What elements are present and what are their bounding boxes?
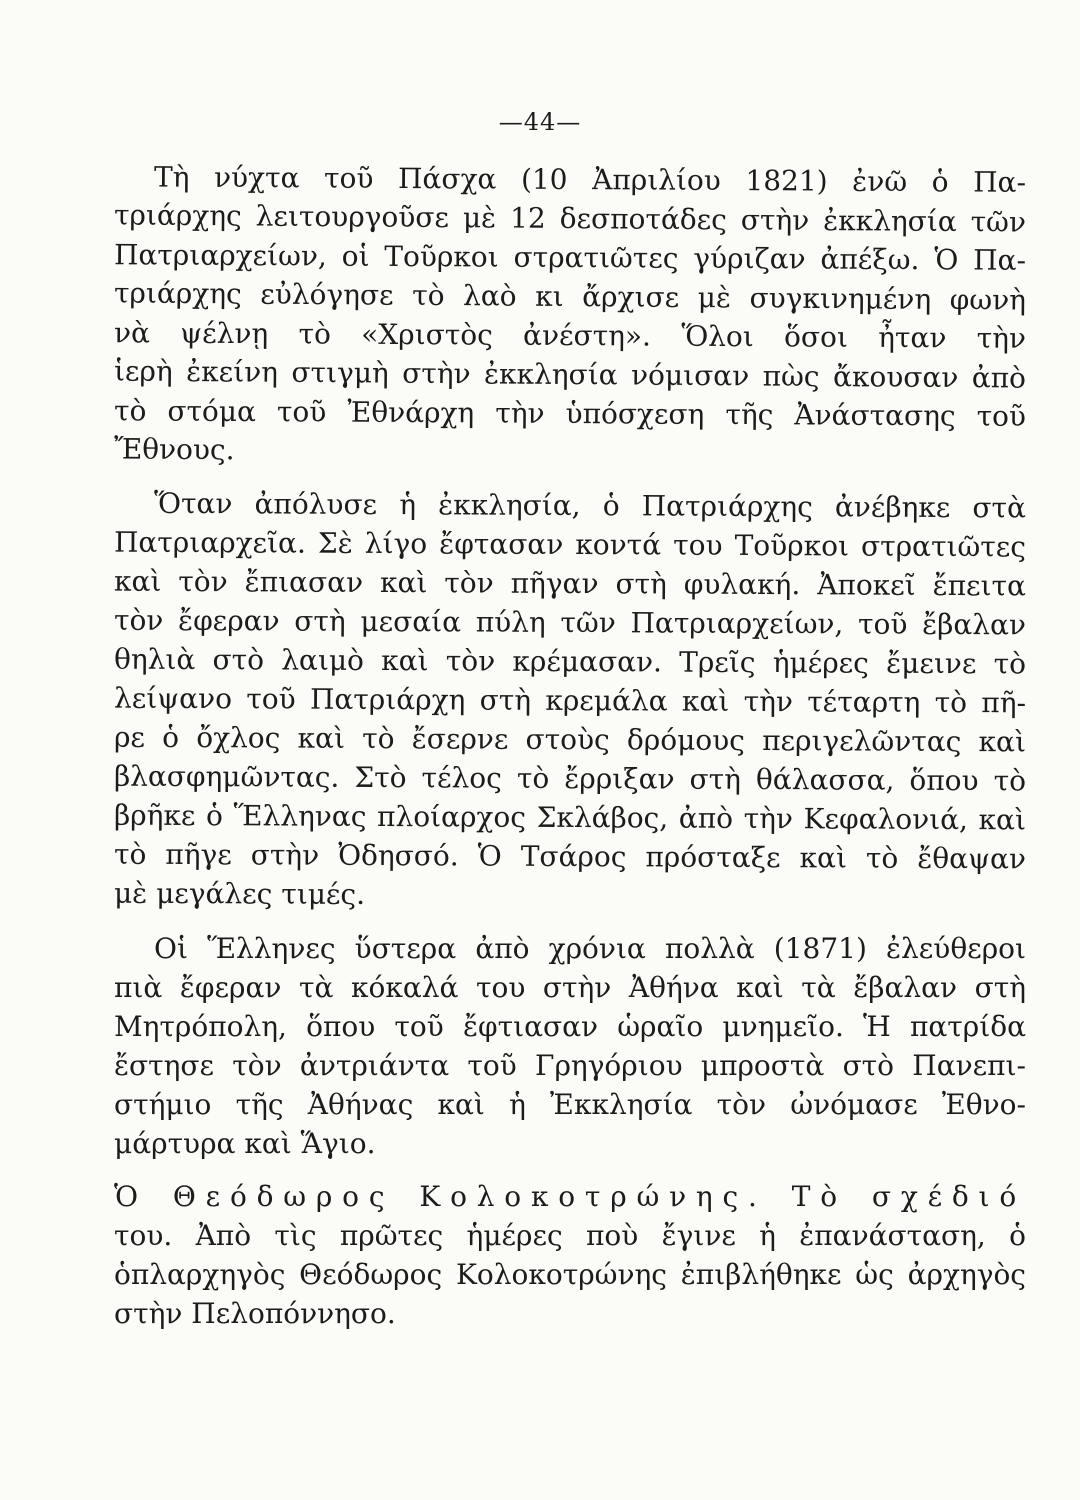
text-line: στήμιο τῆς Ἀθήνας καὶ ἡ Ἐκκλησία τὸν ὠνόμασε Ἐθνο- — [114, 1088, 1026, 1121]
text-line: τριάρχης λειτουργοῦσε μὲ 12 δεσποτάδες στὴν ἐκκλησία τῶν — [113, 198, 1027, 239]
text-line: καὶ τὸν ἔπιασαν καὶ τὸν πῆγαν στὴ φυλακή. Ἀποκεῖ ἔπειτα — [113, 564, 1027, 603]
text-line: Πατριαρχεῖα. Σὲ λίγο ἔφτασαν κοντά του Τοῦρκοι στρατιῶτες — [113, 525, 1027, 564]
text-line: θηλιὰ στὸ λαιμὸ καὶ τὸν κρέμασαν. Τρεῖς ἡμέρες ἔμεινε τὸ — [113, 642, 1027, 681]
text-line: νὰ ψέλνῃ τὸ «Χριστὸς ἀνέστη». Ὅλοι ὅσοι ἦταν τὴν — [113, 316, 1027, 355]
text-line: ἱερὴ ἐκείνη στιγμὴ στὴν ἐκκλησία νόμισαν πὼς ἄκουσαν ἀπὸ — [113, 354, 1027, 395]
text-line: Τὴ νύχτα τοῦ Πάσχα (10 Ἀπριλίου 1821) ἐνῶ ὁ Πα- — [153, 160, 1027, 199]
text-line: ἔστησε τὸν ἀντριάντα τοῦ Γρηγόριου μπροστὰ στὸ Πανεπι- — [114, 1049, 1026, 1082]
text-line: ρε ὁ ὄχλος καὶ τὸ ἔσερνε στοὺς δρόμους περιγελῶντας καὶ — [113, 720, 1027, 759]
text-line: Ἔθνους. — [113, 432, 235, 467]
text-line: λείψανο τοῦ Πατριάρχη στὴ κρεμάλα καὶ τὴν τέταρτη τὸ πῆ- — [113, 681, 1027, 720]
section-heading-line: Ὁ Θεόδωρος Κολοκοτρώνης. Τὸ σχέδιό — [114, 1180, 1026, 1213]
text-line: βλασφημῶντας. Στὸ τέλος τὸ ἔρριξαν στὴ θάλασσα, ὅπου τὸ — [113, 759, 1027, 798]
text-line: μὲ μεγάλες τιμές. — [113, 876, 366, 911]
text-line: τὸν ἔφεραν στὴ μεσαία πύλη τῶν Πατριαρχείων, τοῦ ἔβαλαν — [113, 603, 1027, 642]
text-line: στὴν Πελοπόννησο. — [114, 1297, 396, 1330]
paragraph-patriarch-easter — [114, 160, 1026, 472]
text-line: βρῆκε ὁ Ἕλληνας πλοίαρχος Σκλάβος, ἀπὸ τὴν Κεφαλονιά, καὶ — [113, 798, 1027, 837]
text-line: Ὅταν ἀπόλυσε ἡ ἐκκλησία, ὁ Πατριάρχης ἀνέβηκε στὰ — [153, 486, 1027, 525]
text-line: ὁπλαρχηγὸς Θεόδωρος Κολοκοτρώνης ἐπιβλήθηκε ὡς ἀρχηγὸς — [114, 1258, 1026, 1291]
text-line: μάρτυρα καὶ Ἅγιο. — [114, 1127, 376, 1160]
page-number: —44— — [498, 108, 582, 136]
text-line: του. Ἀπὸ τὶς πρῶτες ἡμέρες ποὺ ἔγινε ἡ ἐπανάσταση, ὁ — [114, 1219, 1026, 1252]
body-text — [114, 160, 1026, 1347]
text-line: πιὰ ἔφεραν τὰ κόκαλά του στὴν Ἀθήνα καὶ τὰ ἔβαλαν στὴ — [114, 971, 1026, 1004]
paragraph-ethnomartyr — [114, 929, 1026, 1163]
text-line: τριάρχης εὐλόγησε τὸ λαὸ κι ἄρχισε μὲ συγκινημένη φωνὴ — [113, 276, 1027, 317]
text-line: τὸ στόμα τοῦ Ἐθνάρχη τὴν ὑπόσχεση τῆς Ἀνάστασης τοῦ — [113, 394, 1027, 433]
text-line: Πατριαρχείων, οἱ Τοῦρκοι στρατιῶτες γύριζαν ἀπέξω. Ὁ Πα- — [113, 238, 1027, 277]
text-line: τὸ πῆγε στὴν Ὀδησσό. Ὁ Τσάρος πρόσταξε καὶ τὸ ἔθαψαν — [113, 837, 1027, 876]
paragraph-kolokotronis — [114, 1177, 1026, 1333]
paragraph-patriarch-execution — [114, 486, 1026, 915]
text-line: Μητρόπολη, ὅπου τοῦ ἔφτιασαν ὡραῖο μνημεῖο. Ἡ πατρίδα — [114, 1010, 1026, 1043]
text-line: Οἱ Ἕλληνες ὕστερα ἀπὸ χρόνια πολλὰ (1871) ἐλεύθεροι — [154, 932, 1026, 965]
